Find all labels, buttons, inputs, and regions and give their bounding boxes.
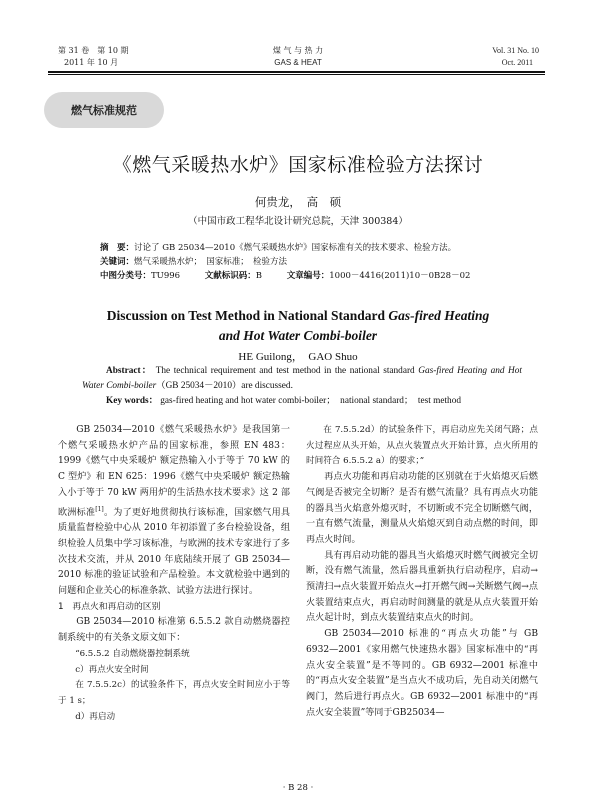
article-title-en-line2 xyxy=(0,326,596,346)
title-en-italic: Gas-fired Heating xyxy=(388,308,490,323)
intro-text: GB 25034—2010《燃气采暖热水炉》是我国第一个燃气采暖热水炉产品的国家标准，参照 EN 483：1999《燃气中央采暖炉 额定热输入小于等于 70 kW 的 C 型炉》和 EN 625：1996《燃气中央采暖炉 额定热输入小于等于 70 kW 两用炉的生活热水技术要求》这 2 部欧洲标准 xyxy=(58,425,290,518)
abstract-en-text-a: The technical requirement and test method in the national standard xyxy=(155,366,419,376)
doc-code-value: B xyxy=(255,271,263,281)
refire-paragraph: 再点火功能和再启动功能的区别就在于火焰熄灭后燃气阀是否被完全切断？是否有燃气流量？具有再点火功能的器具当火焰意外熄灭时，不切断或不完全切断燃气阀，一直有燃气流量，测量从火焰熄灭到自动点燃的时间，即再点火时间。 xyxy=(306,472,538,545)
restart-paragraph: 具有再启动功能的器具当火焰熄灭时燃气阀被完全切断，没有燃气流量，然后器具重新执行启动程序，启动→预清扫→点火装置开始点火→打开燃气阀→关断燃气阀→点火装置结束点火，再启动时间测量的就是从点火装置开始点火起计时，到点火装置结束点火的时间。 xyxy=(306,550,538,624)
article-title-en-line1 xyxy=(0,306,596,326)
doc-code-label: 文献标识码： xyxy=(204,271,256,281)
body-right-column xyxy=(306,423,538,721)
section-badge: 燃气标准规范 xyxy=(44,92,164,128)
section1-paragraph: GB 25034—2010 标准第 6.5.5.2 款自动燃烧器控制系统中的有关条文原文如下： xyxy=(58,617,290,644)
title-en-roman: Discussion on Test Method in National Standard xyxy=(106,308,389,323)
keywords-en-text: gas-fired heating and hot water combi-boiler； national standard； test method xyxy=(160,396,462,406)
clc-label: 中图分类号： xyxy=(100,271,152,281)
page-number: · B 28 · xyxy=(282,783,314,793)
keywords-cn-line xyxy=(100,255,560,269)
article-no-label: 文章编号： xyxy=(286,271,330,281)
clc-value: TU996 xyxy=(151,271,181,281)
article-title-cn: 《燃气采暖热水炉》国家标准检验方法探讨 xyxy=(112,154,484,176)
intro-text-tail: 。为了更好地贯彻执行该标准，国家燃气用具质量监督检验中心从 2010 年初添置了多台检验设备，组织检验人员集中学习该标准，与欧洲的技术专家进行了多次技术交流，并从 2010 年底陆续开展了 GB 25034—2010 标准的验证试验和产品检验。本文就检验中遇到的问题和企业关心的标准条款、试验方法进行探讨。 xyxy=(58,507,290,597)
authors-en: HE Guilong， GAO Shuo xyxy=(238,351,358,363)
article-no-value: 1000－4416(2011)10－0B28－02 xyxy=(329,271,471,281)
abstract-en-italic-b: and Hot Water Combi-boiler xyxy=(82,366,523,391)
abstract-en-label: Abstract： xyxy=(106,366,153,376)
abstract-cn-line xyxy=(100,241,560,255)
abstract-en-text-d: （GB 25034－2010）are discussed. xyxy=(156,381,293,391)
abstract-en-italic-a: Gas-fired Heating xyxy=(418,366,488,376)
header-date-cn: 2011 年 10 月 xyxy=(64,58,119,67)
header-rule-thin xyxy=(48,74,545,75)
quote-line-2: c）再点火安全时间 xyxy=(75,664,149,675)
quote-line-3: 在 7.5.5.2c）的试验条件下，再点火安全时间应小于等于 1 s； xyxy=(58,680,290,706)
quote-line-1: “6.5.5.2 自动燃烧器控制系统 xyxy=(75,648,190,659)
quote-line-5: 在 7.5.5.2d）的试验条件下，再启动应先关闭气路；点火过程应从头开始，从点火装置点火开始计算，点火所用的时间符合 6.5.5.2 a）的要求；” xyxy=(306,425,538,467)
abstract-label: 摘 要： xyxy=(100,243,135,253)
keywords-en xyxy=(106,394,536,409)
keywords-en-label: Key words： xyxy=(106,396,158,406)
citation-1: [1] xyxy=(95,505,104,513)
header-date-en: Oct. 2011 xyxy=(501,58,533,67)
title-en-italic-2: and Hot Water Combi-boiler xyxy=(218,328,378,343)
header-volume-cn: 第 31 卷 第 10 期 xyxy=(58,46,129,55)
header-journal-en: GAS & HEAT xyxy=(274,58,322,67)
header-rule-thick xyxy=(48,71,545,73)
abstract-cn xyxy=(100,241,560,283)
keywords-text: 燃气采暖热水炉； 国家标准； 检验方法 xyxy=(134,257,288,267)
abstract-text: 讨论了 GB 25034—2010《燃气采暖热水炉》国家标准有关的技术要求、检验方法。 xyxy=(134,243,457,253)
keywords-label: 关键词： xyxy=(100,257,135,267)
section-heading-1: 1 再点火和再启动的区别 xyxy=(58,601,161,612)
affiliation-cn: （中国市政工程华北设计研究总院，天津 300384） xyxy=(188,216,408,227)
abstract-en xyxy=(82,364,522,394)
header-volume-en: Vol. 31 No. 10 xyxy=(492,46,539,55)
quote-line-4: d）再启动 xyxy=(75,711,116,722)
body-left-column xyxy=(58,423,290,725)
authors-cn: 何贵龙， 高 硕 xyxy=(254,195,342,209)
classification-line xyxy=(100,269,560,283)
comparison-paragraph: GB 25034—2010 标准的“再点火功能”与 GB 6932—2001《家用燃气快速热水器》国家标准中的“再点火安全装置”是不等同的。GB 6932—2001 标准中的“再点火安全装置”是当点火不成功后，先自动关闭燃气阀门，然后进行再点火。GB 6932—2001 标准中的“再点火安全装置”等同于GB25034— xyxy=(306,629,538,718)
intro-paragraph xyxy=(58,423,290,600)
header-journal-cn: 煤 气 与 热 力 xyxy=(272,46,324,55)
